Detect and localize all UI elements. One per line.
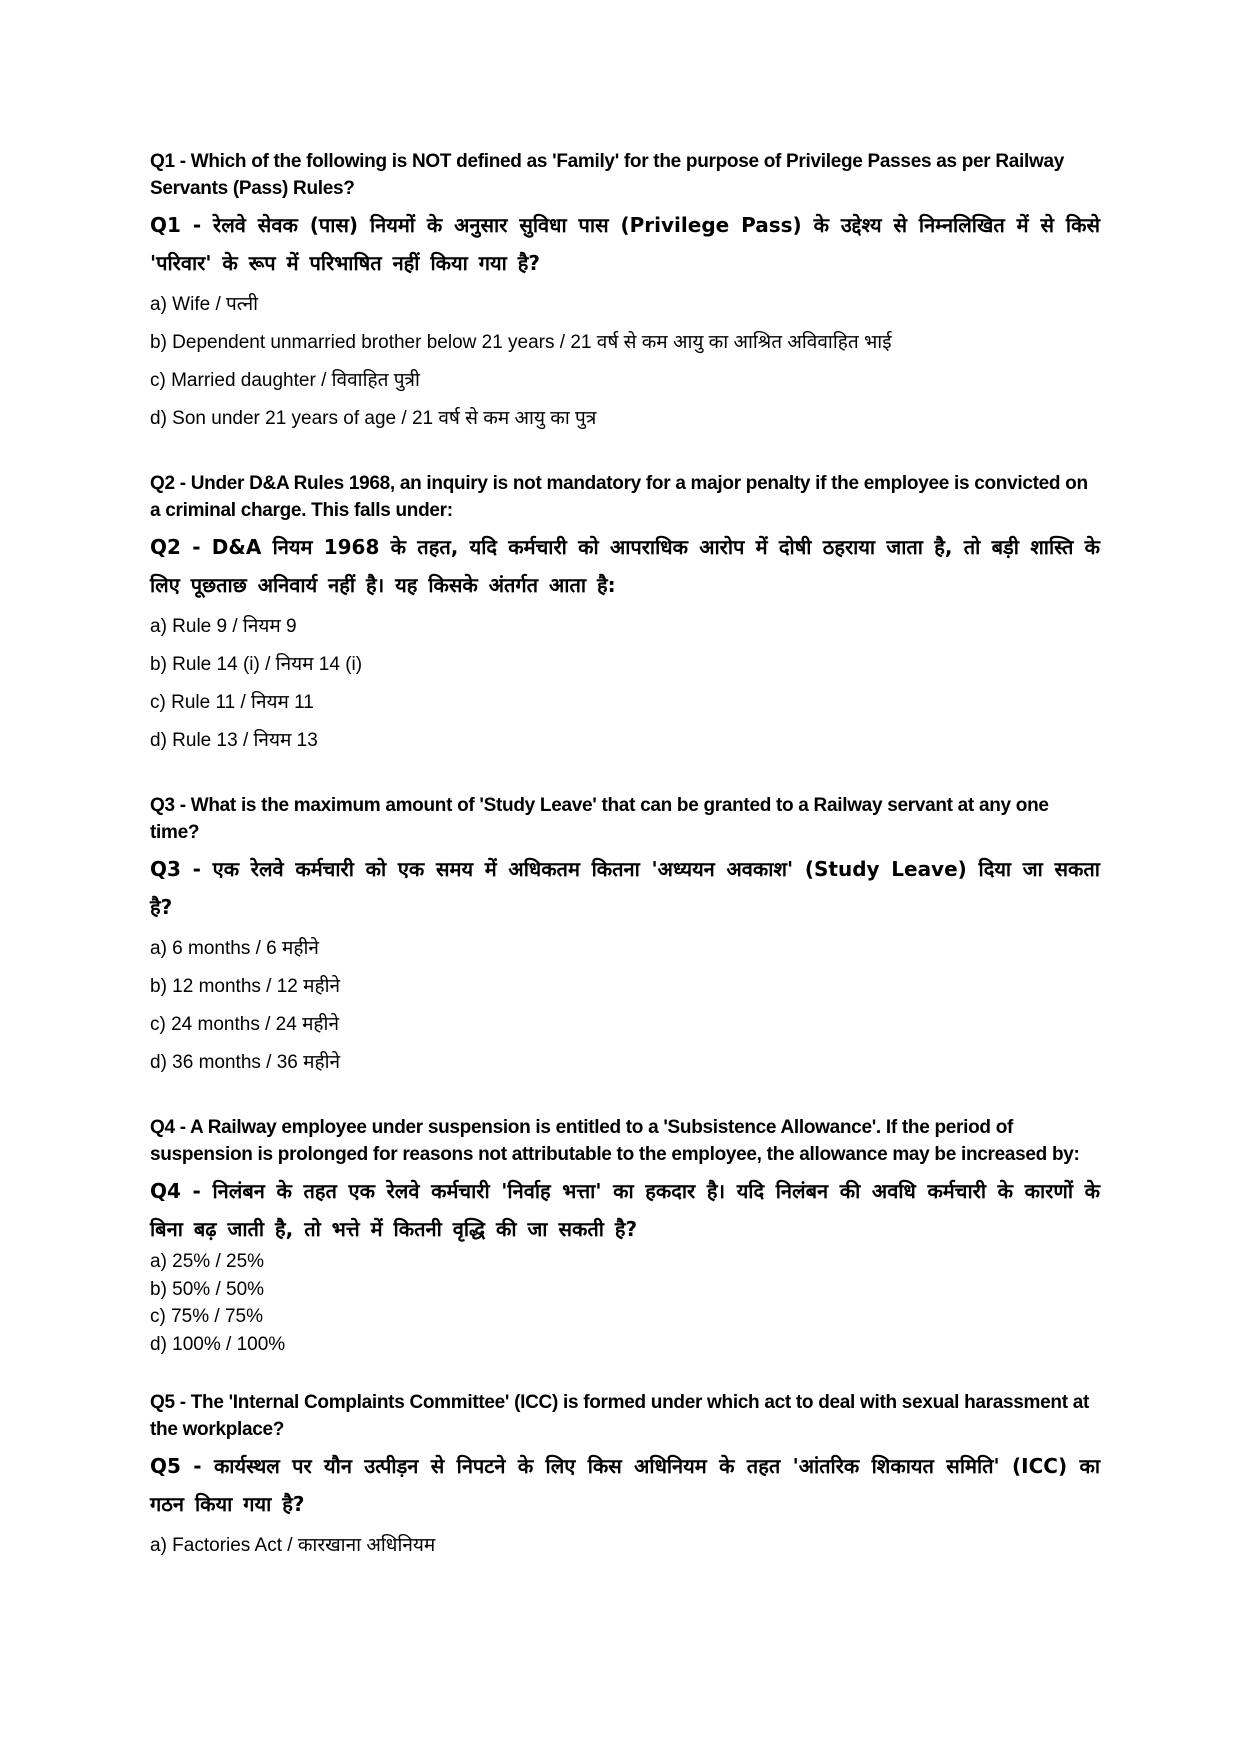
option-a: a) 6 months / 6 महीने — [150, 938, 319, 959]
question-4-options — [150, 1248, 1100, 1358]
question-2-options — [150, 608, 1100, 760]
option-c: c) Rule 11 / नियम 11 — [150, 692, 314, 713]
spacer — [150, 1082, 1100, 1114]
question-4-english: Q4 - A Railway employee under suspension is entitled to a 'Subsistence Allowance'. If the period of suspension is prolonged for reasons not attributable to the employee, the allowance may be increased by: — [150, 1117, 1080, 1165]
question-1-hindi: Q1 - रेलवे सेवक (पास) नियमों के अनुसार सुविधा पास (Privilege Pass) के उद्देश्य से निम्नलिखित में से किसे 'परिवार' के रूप में परिभाषित नहीं किया गया है? — [150, 213, 1100, 275]
question-2 — [150, 470, 1100, 760]
question-3-english: Q3 - What is the maximum amount of 'Study Leave' that can be granted to a Railway servant at any one time? — [150, 795, 1049, 843]
question-5-options — [150, 1527, 1100, 1565]
option-b: b) Rule 14 (i) / नियम 14 (i) — [150, 654, 363, 675]
option-d: d) 100% / 100% — [150, 1333, 286, 1355]
option-d: d) Son under 21 years of age / 21 वर्ष से कम आयु का पुत्र — [150, 408, 597, 429]
question-2-english: Q2 - Under D&A Rules 1968, an inquiry is not mandatory for a major penalty if the employee is convicted on a criminal charge. This falls under: — [150, 473, 1088, 521]
question-3 — [150, 792, 1100, 1082]
question-1-options — [150, 286, 1100, 438]
spacer — [150, 760, 1100, 792]
option-b: b) Dependent unmarried brother below 21 years / 21 वर्ष से कम आयु का आश्रित अविवाहित भाई — [150, 332, 892, 353]
question-2-hindi: Q2 - D&A नियम 1968 के तहत, यदि कर्मचारी को आपराधिक आरोप में दोषी ठहराया जाता है, तो बड़ी शास्ति के लिए पूछताछ अनिवार्य नहीं है। यह किसके अंतर्गत आता है: — [150, 535, 1100, 597]
document-page — [150, 148, 1100, 1565]
option-b: b) 50% / 50% — [150, 1278, 265, 1300]
option-c: c) 75% / 75% — [150, 1306, 263, 1327]
question-5 — [150, 1389, 1100, 1565]
option-b: b) 12 months / 12 महीने — [150, 976, 341, 997]
question-1-english: Q1 - Which of the following is NOT defined as 'Family' for the purpose of Privilege Passes as per Railway Servants (Pass) Rules? — [150, 151, 1065, 199]
option-a: a) Wife / पत्नी — [150, 294, 259, 315]
question-3-hindi: Q3 - एक रेलवे कर्मचारी को एक समय में अधिकतम कितना 'अध्ययन अवकाश' (Study Leave) दिया जा सकता है? — [150, 857, 1100, 919]
spacer — [150, 438, 1100, 470]
question-4 — [150, 1114, 1100, 1358]
spacer — [150, 1358, 1100, 1389]
question-5-hindi: Q5 - कार्यस्थल पर यौन उत्पीड़न से निपटने के लिए किस अधिनियम के तहत 'आंतरिक शिकायत समिति' (ICC) का गठन किया गया है? — [150, 1454, 1100, 1516]
question-5-english: Q5 - The 'Internal Complaints Committee' (ICC) is formed under which act to deal with sexual harassment at the workplace? — [150, 1392, 1090, 1440]
option-d: d) Rule 13 / नियम 13 — [150, 730, 318, 751]
option-c: c) Married daughter / विवाहित पुत्री — [150, 370, 420, 391]
question-1 — [150, 148, 1100, 438]
option-a: a) 25% / 25% — [150, 1251, 265, 1272]
question-3-options — [150, 930, 1100, 1082]
option-c: c) 24 months / 24 महीने — [150, 1014, 339, 1035]
option-a: a) Rule 9 / नियम 9 — [150, 616, 297, 637]
option-a: a) Factories Act / कारखाना अधिनियम — [150, 1535, 436, 1556]
question-4-hindi: Q4 - निलंबन के तहत एक रेलवे कर्मचारी 'निर्वाह भत्ता' का हकदार है। यदि निलंबन की अवधि कर्मचारी के कारणों के बिना बढ़ जाती है, तो भत्ते में कितनी वृद्धि की जा सकती है? — [150, 1179, 1100, 1241]
option-d: d) 36 months / 36 महीने — [150, 1052, 341, 1073]
